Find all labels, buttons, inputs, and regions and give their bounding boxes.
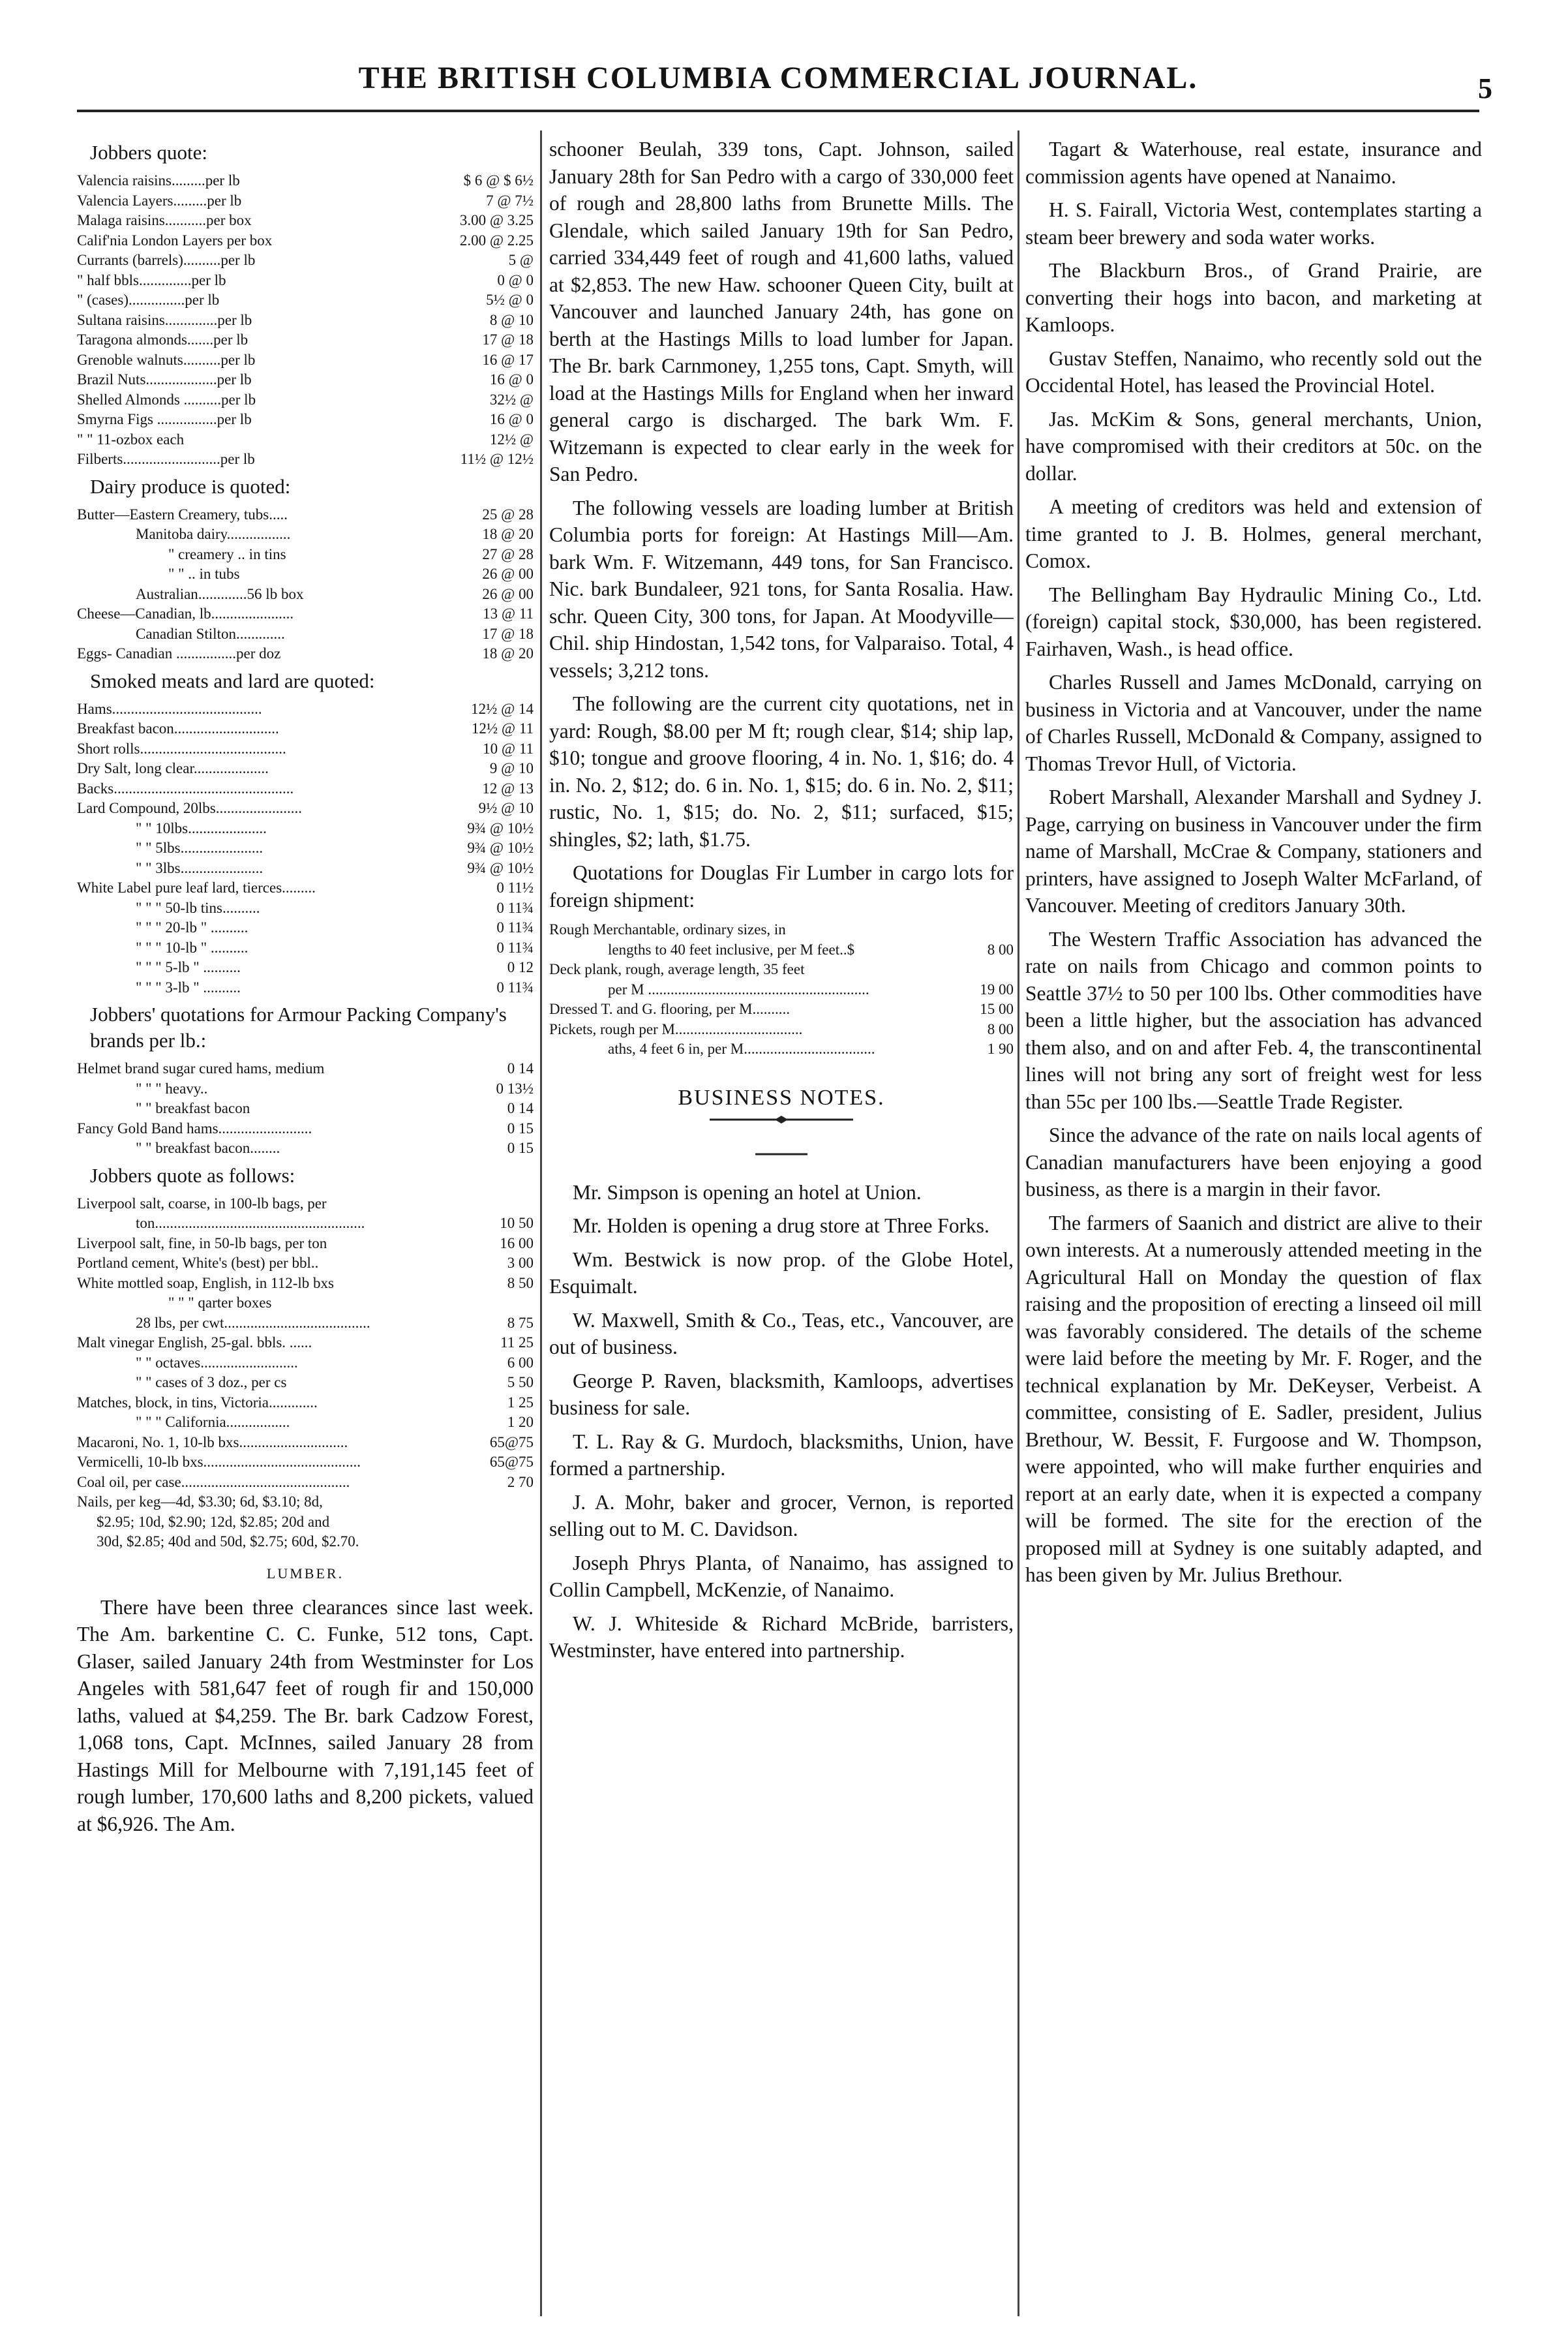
price-item-name: Portland cement, White's (best) per bbl.. bbox=[77, 1255, 319, 1271]
price-row bbox=[77, 938, 534, 958]
price-item-value: 16 00 bbox=[500, 1234, 534, 1251]
price-item-name: 28 lbs, per cwt....................................... bbox=[136, 1314, 370, 1331]
price-row bbox=[77, 958, 534, 978]
shipping-paragraph-2: The following vessels are loading lumber at British Columbia ports for foreign: At Hastings Mill—Am. bark Wm. F. Witzemann, 449 tons, for San Francisco. Nic. bark Bundaleer, 921 tons, for Santa Rosalia. Haw. schr. Queen City, 300 tons, for Japan. At Moodyville—Chil. ship Hindostan, 1,542 tons, for Valparaiso. Total, 4 vessels; 3,212 tons. bbox=[549, 496, 1014, 682]
price-item-name: " " 10lbs..................... bbox=[136, 819, 267, 836]
price-item-name: White mottled soap, English, in 112-lb bxs bbox=[77, 1274, 334, 1291]
price-item-value: 8 00 bbox=[987, 1020, 1014, 1037]
news-paragraph: Mr. Simpson is opening an hotel at Union. bbox=[573, 1180, 922, 1204]
news-paragraph: W. Maxwell, Smith & Co., Teas, etc., Vancouver, are out of business. bbox=[549, 1308, 1014, 1358]
price-item-value: 25 @ 28 bbox=[482, 506, 534, 523]
news-paragraph: J. A. Mohr, baker and grocer, Vernon, is reported selling out to M. C. Davidson. bbox=[549, 1490, 1014, 1540]
price-item-value: 65@75 bbox=[489, 1433, 534, 1450]
follows-heading: Jobbers quote as follows: bbox=[90, 1163, 295, 1187]
price-item-value: 16 @ 17 bbox=[482, 351, 534, 368]
news-paragraph: Tagart & Waterhouse, real estate, insurance and commission agents have opened at Nanaimo. bbox=[1025, 138, 1482, 188]
price-item-name: Australian.............56 lb box bbox=[136, 585, 304, 602]
price-line-text: Deck plank, rough, average length, 35 feet bbox=[549, 961, 805, 977]
price-item-name: " " octaves.......................... bbox=[136, 1354, 298, 1371]
price-item-name: per M ........................................................... bbox=[608, 981, 869, 998]
price-item-value: 12 @ 13 bbox=[482, 780, 534, 797]
header-rule bbox=[77, 110, 1479, 112]
page-number: 5 bbox=[1478, 72, 1492, 104]
ornament-short-rule bbox=[549, 1148, 1014, 1159]
price-line-text: Liverpool salt, coarse, in 100-lb bags, per bbox=[77, 1195, 327, 1212]
price-item-value: 8 00 bbox=[987, 941, 1014, 958]
news-paragraph: Robert Marshall, Alexander Marshall and Sydney J. Page, carrying on business in Vancouver under the firm name of Marshall, McCrae & Company, stationers and printers, have assigned to Joseph Walter McFarland, of Vancouver. Meeting of creditors January 30th. bbox=[1025, 786, 1482, 917]
price-row bbox=[77, 1234, 534, 1254]
price-item-name: Coal oil, per case............................................. bbox=[77, 1473, 350, 1490]
price-row bbox=[77, 644, 534, 664]
price-item-value: 0 11¾ bbox=[496, 919, 534, 936]
news-paragraph: The Western Traffic Association has advanced the rate on nails from Chicago and common points to Seattle 37½ to 50 per 100 lbs. Other commodities have been a little higher, but the association has advanced them also, and on and after Feb. 4, the transcontinental lines will not bring any sort of freight west for less than 55c per 100 lbs.—Seattle Trade Register. bbox=[1025, 927, 1482, 1113]
price-item-name: Hams........................................ bbox=[77, 700, 262, 717]
news-paragraph: Charles Russell and James McDonald, carrying on business in Victoria and at Vancouver, under the name of Charles Russell, McDonald & Company, assigned to Thomas Trevor Hull, of Victoria. bbox=[1025, 671, 1482, 775]
price-row bbox=[77, 505, 534, 525]
news-paragraph: Joseph Phrys Planta, of Nanaimo, has assigned to Collin Campbell, McKenzie, of Nanaimo. bbox=[549, 1551, 1014, 1601]
price-item-value: 0 11½ bbox=[496, 880, 534, 896]
price-row bbox=[77, 898, 534, 919]
price-item-value: 26 @ 00 bbox=[482, 585, 534, 602]
price-item-name: Taragona almonds.......per lb bbox=[77, 331, 249, 348]
news-paragraph: W. J. Whiteside & Richard McBride, barristers, Westminster, have entered into partnership. bbox=[549, 1612, 1014, 1662]
column-1 bbox=[77, 136, 534, 2315]
price-item-value: 11 25 bbox=[500, 1334, 534, 1351]
price-item-name: Eggs- Canadian ................per doz bbox=[77, 645, 281, 662]
column-rule-right bbox=[1018, 130, 1019, 2316]
price-item-name: Helmet brand sugar cured hams, medium bbox=[77, 1060, 325, 1077]
price-row bbox=[77, 1373, 534, 1393]
news-paragraph: The farmers of Saanich and district are alive to their own interests. At a numerously attended meeting in the Agricultural Hall on Monday the question of flax raising and the proposition of erecting a linseed oil mill was favorably considered. The details of the scheme were laid before the meeting by Mr. F. Roger, and the technical explanation by Mr. DeKeyser, Verbeist. A committee, consisting of E. Sadler, president, Julius Brethour, W. Bessit, F. Furgoose and W. Thompson, were appointed, who will make further enquiries and report at an early date, when it is expected a company will be formed. The site for the erection of the proposed mill at Sydney is one suitably adapted, and has been given by Mr. Julius Brethour. bbox=[1025, 1211, 1482, 1586]
price-item-name: " " 3lbs...................... bbox=[136, 859, 264, 876]
price-row bbox=[77, 1452, 534, 1473]
price-item-name: Brazil Nuts...................per lb bbox=[77, 371, 252, 388]
price-item-value: 0 12 bbox=[507, 959, 534, 975]
price-row bbox=[77, 171, 534, 191]
price-item-value: 12½ @ bbox=[489, 431, 534, 448]
price-item-name: " (cases)...............per lb bbox=[77, 292, 220, 308]
price-line-text: Rough Merchantable, ordinary sizes, in bbox=[549, 921, 786, 938]
price-item-name: Matches, block, in tins, Victoria............. bbox=[77, 1394, 318, 1411]
news-paragraph: Gustav Steffen, Nanaimo, who recently sold out the Occidental Hotel, has leased the Provincial Hotel. bbox=[1025, 346, 1482, 397]
price-item-value: 13 @ 11 bbox=[483, 605, 534, 622]
lumber-paragraph: There have been three clearances since last week. The Am. barkentine C. C. Funke, 512 tons, Capt. Glaser, sailed January 24th from Westminster for Los Angeles with 581,647 feet of rough fir and 150,000 laths, valued at $4,259. The Br. bark Cadzow Forest, 1,068 tons, Capt. McInnes, sailed January 28 from Hastings Mill for Melbourne with 7,191,145 feet of rough lumber, 170,600 laths and 8,200 pickets, valued at $6,926. The Am. bbox=[77, 1595, 534, 1835]
city-quotations-paragraph: The following are the current city quotations, net in yard: Rough, $8.00 per M ft; rough clear, $14; ship lap, $10; tongue and groove flooring, 4 in. No. 1, $16; do. 4 in. No. 2, $12; do. 6 in. No. 1, $15; do. 6 in. No. 2, $11; rustic, No. 1, $15; do. No. 2, $11; surfaced, $15; shingles, $2; lath, $1.75. bbox=[549, 692, 1014, 851]
price-item-name: Valencia Layers.........per lb bbox=[77, 192, 242, 209]
price-item-value: 27 @ 28 bbox=[482, 545, 534, 562]
price-row bbox=[77, 311, 534, 331]
armour-heading: Jobbers' quotations for Armour Packing Company's brands per lb.: bbox=[90, 1003, 507, 1052]
price-item-name: " " .. in tubs bbox=[168, 566, 240, 582]
price-item-value: 15 00 bbox=[980, 1001, 1014, 1017]
price-item-name: ton........................................................ bbox=[136, 1215, 365, 1231]
price-row bbox=[77, 390, 534, 410]
price-row bbox=[77, 211, 534, 231]
price-item-name: " " " 50-lb tins.......... bbox=[136, 899, 260, 916]
follows-list bbox=[77, 1194, 534, 1552]
price-item-value: 2 70 bbox=[507, 1473, 534, 1490]
ornament-rule bbox=[549, 1114, 1014, 1128]
price-row bbox=[77, 1253, 534, 1274]
price-row bbox=[77, 604, 534, 624]
business-notes-list bbox=[549, 1179, 1014, 1664]
price-row bbox=[77, 1119, 534, 1139]
price-item-value: 5 50 bbox=[507, 1374, 534, 1390]
price-item-value: 7 @ 7½ bbox=[486, 192, 534, 209]
price-item-value: 6 00 bbox=[507, 1354, 534, 1371]
price-row bbox=[77, 410, 534, 430]
price-item-value: 12½ @ 14 bbox=[471, 700, 534, 717]
page-header bbox=[77, 60, 1492, 115]
price-row bbox=[77, 759, 534, 779]
price-row bbox=[77, 1274, 534, 1294]
price-item-name: " half bbls..............per lb bbox=[77, 271, 226, 288]
price-row bbox=[77, 918, 534, 938]
meats-heading: Smoked meats and lard are quoted: bbox=[90, 669, 375, 692]
news-paragraph: Jas. McKim & Sons, general merchants, Union, have compromised with their creditors at 50c. on the dollar. bbox=[1025, 407, 1482, 485]
price-row bbox=[77, 859, 534, 879]
price-item-name: " " breakfast bacon........ bbox=[136, 1140, 280, 1156]
news-paragraph: George P. Raven, blacksmith, Kamloops, advertises business for sale. bbox=[549, 1369, 1014, 1419]
price-row bbox=[77, 231, 534, 251]
meats-list bbox=[77, 699, 534, 998]
price-item-name: " " " 3-lb " .......... bbox=[136, 979, 241, 996]
price-row bbox=[77, 819, 534, 839]
price-row bbox=[77, 1413, 534, 1433]
price-item-name: Smyrna Figs ................per lb bbox=[77, 411, 252, 427]
price-item-name: Breakfast bacon............................ bbox=[77, 720, 279, 737]
price-row bbox=[77, 370, 534, 390]
price-item-name: Backs................................................ bbox=[77, 780, 294, 797]
price-item-value: 0 15 bbox=[507, 1120, 534, 1137]
price-item-name: " creamery .. in tins bbox=[168, 545, 286, 562]
price-item-name: " " 5lbs...................... bbox=[136, 840, 264, 856]
masthead-title: THE BRITISH COLUMBIA COMMERCIAL JOURNAL. bbox=[358, 61, 1198, 95]
price-item-name: Sultana raisins..............per lb bbox=[77, 311, 252, 328]
price-item-value: 5½ @ 0 bbox=[486, 292, 534, 308]
price-row bbox=[77, 799, 534, 819]
price-row bbox=[77, 564, 534, 585]
price-item-value: 1 25 bbox=[507, 1394, 534, 1411]
dairy-list bbox=[77, 505, 534, 664]
price-row bbox=[77, 739, 534, 759]
price-item-value: $ 6 @ $ 6½ bbox=[463, 172, 534, 189]
news-paragraph: A meeting of creditors was held and extension of time granted to J. B. Holmes, general merchant, Comox. bbox=[1025, 495, 1482, 572]
price-item-value: 10 @ 11 bbox=[483, 740, 534, 757]
price-item-name: aths, 4 feet 6 in, per M................................... bbox=[608, 1041, 875, 1057]
price-item-value: 9¾ @ 10½ bbox=[467, 840, 534, 856]
price-row bbox=[77, 1099, 534, 1119]
price-item-value: 11½ @ 12½ bbox=[460, 451, 534, 467]
price-row bbox=[549, 980, 1014, 1000]
price-item-value: 10 50 bbox=[500, 1215, 534, 1231]
price-item-name: Dry Salt, long clear.................... bbox=[77, 760, 269, 776]
price-item-name: Vermicelli, 10-lb bxs.......................................... bbox=[77, 1454, 361, 1470]
price-item-name: " " " 5-lb " .......... bbox=[136, 959, 241, 975]
price-item-value: 8 50 bbox=[507, 1274, 534, 1291]
price-row bbox=[77, 719, 534, 739]
price-item-name: Liverpool salt, fine, in 50-lb bags, per ton bbox=[77, 1234, 327, 1251]
price-item-value: 9 @ 10 bbox=[489, 760, 534, 776]
dried-fruit-list bbox=[77, 171, 534, 470]
price-item-name: " " " heavy.. bbox=[136, 1080, 208, 1097]
price-item-name: " " " 10-lb " .......... bbox=[136, 939, 249, 956]
short-rule-icon bbox=[755, 1152, 807, 1156]
price-item-value: 8 @ 10 bbox=[489, 311, 534, 328]
news-paragraph: Since the advance of the rate on nails local agents of Canadian manufacturers have been enjoying a good business, as there is a margin in their favor. bbox=[1025, 1124, 1482, 1201]
price-item-value: 9¾ @ 10½ bbox=[467, 859, 534, 876]
price-item-value: 0 15 bbox=[507, 1140, 534, 1156]
dairy-heading: Dairy produce is quoted: bbox=[90, 474, 291, 498]
price-row bbox=[77, 1293, 534, 1313]
price-item-name: Cheese—Canadian, lb...................... bbox=[77, 605, 294, 622]
price-row bbox=[77, 191, 534, 211]
price-item-name: Pickets, rough per M.................................. bbox=[549, 1020, 803, 1037]
price-item-value: 26 @ 00 bbox=[482, 566, 534, 582]
business-notes-continued bbox=[1025, 136, 1482, 1589]
price-item-value: 8 75 bbox=[507, 1314, 534, 1331]
price-item-name: White Label pure leaf lard, tierces......... bbox=[77, 880, 316, 896]
price-row bbox=[77, 699, 534, 720]
price-item-name: " " " California................. bbox=[136, 1414, 290, 1430]
price-item-value: 3.00 @ 3.25 bbox=[459, 212, 534, 228]
price-item-value: 0 14 bbox=[507, 1060, 534, 1077]
price-row bbox=[549, 1020, 1014, 1040]
shipping-paragraph-1: schooner Beulah, 339 tons, Capt. Johnson, sailed January 28th for San Pedro with a cargo of 330,000 feet of rough and 28,800 laths from Brunette Mills. The Glendale, which sailed January 19th for San Pedro, carried 334,449 feet of rough and 41,600 laths, valued at $2,853. The new Haw. schooner Queen City, built at Vancouver and launched January 24th, has gone on berth at the Hastings Mills to load lumber for Japan. The Br. bark Carnmoney, 1,255 tons, Capt. Smyth, will load at the Hastings Mills for England when her inward general cargo is discharged. The bark Wm. F. Witzemann is expected to clear early in the week for San Pedro. bbox=[549, 138, 1014, 485]
column-2 bbox=[549, 136, 1014, 2315]
price-row bbox=[77, 838, 534, 859]
price-item-value: 18 @ 20 bbox=[482, 645, 534, 662]
price-row bbox=[77, 585, 534, 605]
news-paragraph: The Bellingham Bay Hydraulic Mining Co., Ltd. (foreign) capital stock, $30,000, has been registered. Fairhaven, Wash., is head office. bbox=[1025, 583, 1482, 660]
news-paragraph: Wm. Bestwick is now prop. of the Globe Hotel, Esquimalt. bbox=[549, 1247, 1014, 1298]
price-line-text: $2.95; 10d, $2.90; 12d, $2.85; 20d and bbox=[97, 1513, 330, 1530]
news-paragraph: T. L. Ray & G. Murdoch, blacksmiths, Union, have formed a partnership. bbox=[549, 1430, 1014, 1480]
price-item-name: Calif'nia London Layers per box bbox=[77, 232, 273, 249]
price-item-value: 19 00 bbox=[980, 981, 1014, 998]
price-item-value: 16 @ 0 bbox=[489, 371, 534, 388]
price-item-name: Canadian Stilton............. bbox=[136, 625, 285, 642]
price-item-name: Macaroni, No. 1, 10-lb bxs............................. bbox=[77, 1433, 348, 1450]
price-row bbox=[77, 779, 534, 799]
price-item-name: " " breakfast bacon bbox=[136, 1100, 250, 1116]
lumber-heading: LUMBER. bbox=[266, 1565, 344, 1582]
price-row bbox=[77, 1059, 534, 1079]
price-item-name: Currants (barrels)..........per lb bbox=[77, 252, 256, 268]
price-row bbox=[77, 271, 534, 291]
price-item-name: Butter—Eastern Creamery, tubs..... bbox=[77, 506, 288, 523]
news-paragraph: Mr. Holden is opening a drug store at Three Forks. bbox=[573, 1214, 989, 1237]
price-row bbox=[77, 251, 534, 271]
price-item-value: 0 11¾ bbox=[496, 979, 534, 996]
price-item-value: 9¾ @ 10½ bbox=[467, 819, 534, 836]
price-item-name: Filberts..........................per lb bbox=[77, 451, 255, 467]
price-item-value: 17 @ 18 bbox=[482, 331, 534, 348]
price-item-value: 0 11¾ bbox=[496, 939, 534, 956]
price-item-name: Short rolls....................................... bbox=[77, 740, 286, 757]
price-item-value: 0 13½ bbox=[496, 1080, 534, 1097]
price-row bbox=[77, 1333, 534, 1353]
price-row bbox=[77, 1393, 534, 1413]
price-item-value: 0 11¾ bbox=[496, 899, 534, 916]
price-item-name: " " cases of 3 doz., per cs bbox=[136, 1374, 287, 1390]
price-row bbox=[77, 1433, 534, 1453]
column-3 bbox=[1025, 136, 1482, 2315]
price-item-name: " " 11-ozbox each bbox=[77, 431, 185, 448]
price-line-text: Nails, per keg—4d, $3.30; 6d, $3.10; 8d, bbox=[77, 1493, 323, 1510]
price-item-value: 5 @ bbox=[508, 252, 534, 268]
fir-price-list bbox=[549, 920, 1014, 1060]
news-paragraph: The Blackburn Bros., of Grand Prairie, are converting their hogs into bacon, and marketing at Kamloops. bbox=[1025, 259, 1482, 336]
price-item-value: 2.00 @ 2.25 bbox=[459, 232, 534, 249]
price-row bbox=[77, 290, 534, 311]
news-paragraph: H. S. Fairall, Victoria West, contemplates starting a steam beer brewery and soda water works. bbox=[1025, 198, 1482, 249]
price-row bbox=[77, 525, 534, 545]
armour-list bbox=[77, 1059, 534, 1159]
price-item-name: Manitoba dairy................. bbox=[136, 526, 291, 542]
price-row bbox=[77, 1214, 534, 1234]
price-row bbox=[77, 1079, 534, 1099]
price-item-value: 12½ @ 11 bbox=[471, 720, 534, 737]
price-item-name: Lard Compound, 20lbs....................... bbox=[77, 800, 302, 816]
price-item-name: Malt vinegar English, 25-gal. bbls. ...... bbox=[77, 1334, 312, 1351]
business-notes-heading: BUSINESS NOTES. bbox=[678, 1085, 885, 1110]
price-item-value: 3 00 bbox=[507, 1255, 534, 1271]
price-item-value: 32½ @ bbox=[489, 391, 534, 408]
price-row bbox=[77, 624, 534, 645]
price-item-name: Shelled Almonds ..........per lb bbox=[77, 391, 256, 408]
dried-fruit-heading: Jobbers quote: bbox=[90, 141, 207, 164]
price-row bbox=[77, 350, 534, 371]
fir-quotations-paragraph: Quotations for Douglas Fir Lumber in cargo lots for foreign shipment: bbox=[549, 861, 1014, 911]
price-item-value: 16 @ 0 bbox=[489, 411, 534, 427]
price-item-name: Malaga raisins...........per box bbox=[77, 212, 252, 228]
price-line-text: 30d, $2.85; 40d and 50d, $2.75; 60d, $2.70. bbox=[97, 1533, 359, 1550]
price-item-value: 17 @ 18 bbox=[482, 625, 534, 642]
price-item-value: 1 20 bbox=[507, 1414, 534, 1430]
price-item-value: 65@75 bbox=[489, 1454, 534, 1470]
price-item-value: 18 @ 20 bbox=[482, 526, 534, 542]
price-row bbox=[77, 330, 534, 350]
price-item-value: 0 @ 0 bbox=[497, 271, 534, 288]
price-row bbox=[77, 1353, 534, 1373]
price-row bbox=[77, 450, 534, 470]
price-row bbox=[549, 940, 1014, 960]
column-rule-left bbox=[540, 130, 542, 2316]
price-item-value: 9½ @ 10 bbox=[478, 800, 534, 816]
price-row bbox=[77, 1473, 534, 1493]
price-row bbox=[77, 978, 534, 998]
price-row bbox=[77, 430, 534, 450]
price-item-value: 0 14 bbox=[507, 1100, 534, 1116]
price-item-name: Valencia raisins.........per lb bbox=[77, 172, 240, 189]
price-row bbox=[77, 545, 534, 565]
price-row bbox=[77, 878, 534, 898]
price-row bbox=[549, 1000, 1014, 1020]
price-item-name: Fancy Gold Band hams......................... bbox=[77, 1120, 312, 1137]
price-item-name: Dressed T. and G. flooring, per M.......... bbox=[549, 1001, 790, 1017]
price-item-value: 1 90 bbox=[987, 1041, 1014, 1057]
price-item-name: Grenoble walnuts..........per lb bbox=[77, 351, 256, 368]
ornament-icon bbox=[710, 1114, 853, 1125]
price-item-name: lengths to 40 feet inclusive, per M feet..$ bbox=[608, 941, 855, 958]
price-row bbox=[77, 1139, 534, 1159]
price-row bbox=[549, 1039, 1014, 1060]
price-item-name: " " " qarter boxes bbox=[168, 1294, 272, 1311]
price-item-name: " " " 20-lb " .......... bbox=[136, 919, 249, 936]
price-row bbox=[77, 1313, 534, 1334]
